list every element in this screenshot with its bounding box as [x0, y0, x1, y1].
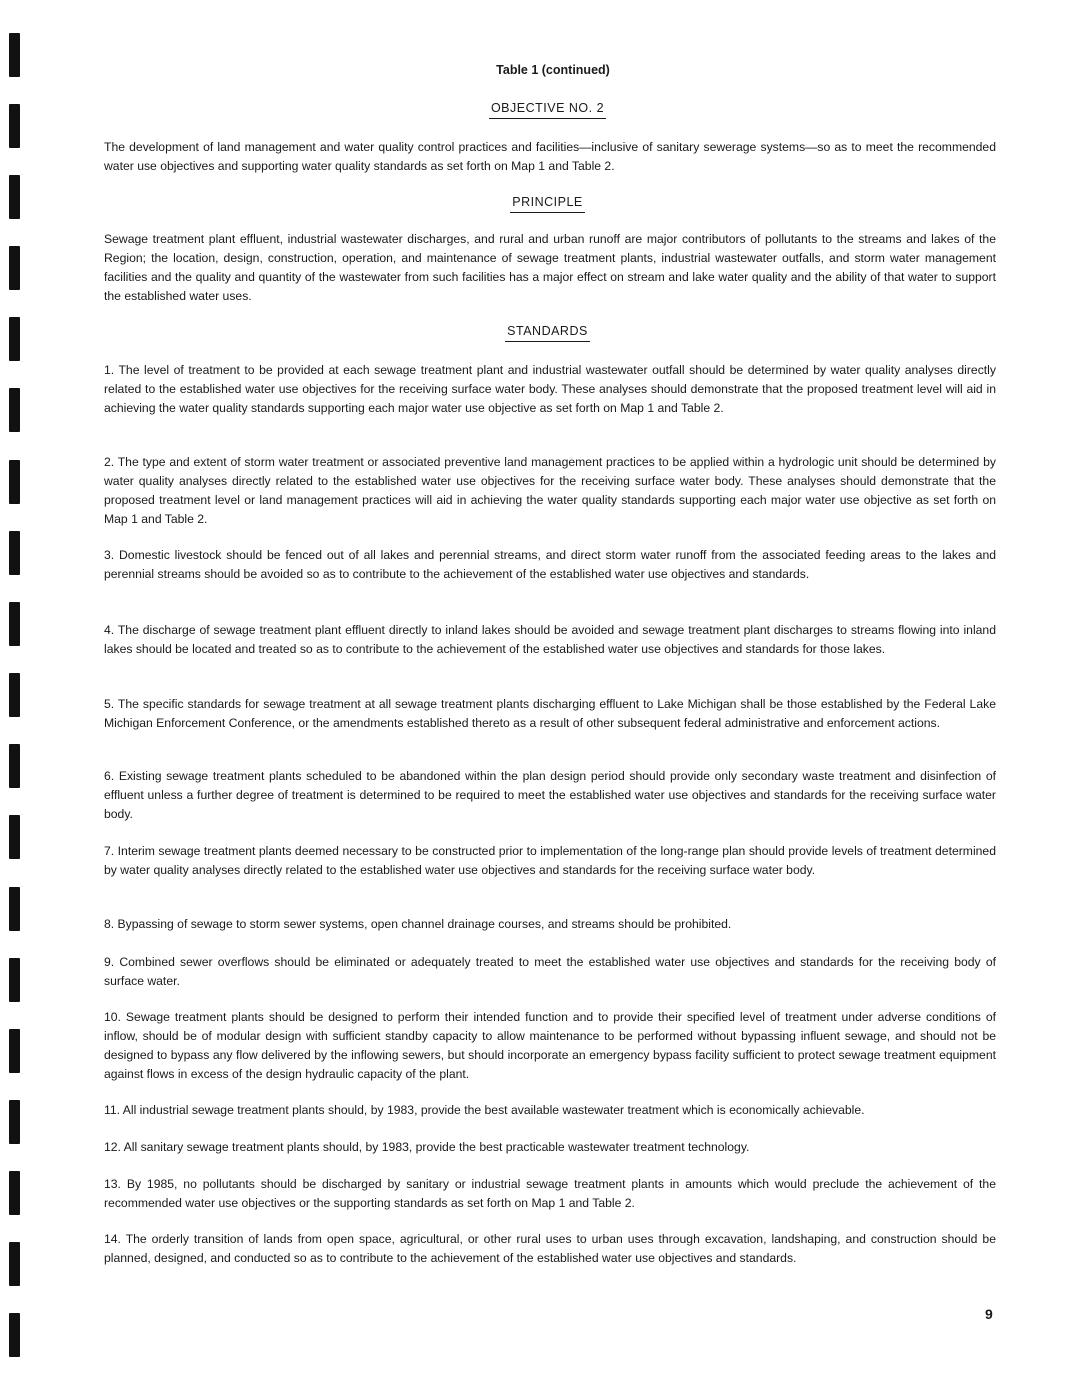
binder-mark: [9, 602, 20, 646]
table-caption: Table 1 (continued): [496, 63, 610, 77]
standard-item-10: 10. Sewage treatment plants should be designed to perform their intended function and to provide their specified level of treatment under adverse conditions of inflow, should be of modular design with sufficient standby capacity to allow maintenance to be performed without bypassing influent sewage, and should not be designed to bypass any flow delivered by the inflowing sewers, but should incorporate an emergency bypass facility sufficient to protect sewage treatment equipment against flows in excess of the design hydraulic capacity of the plant.: [104, 1010, 996, 1081]
standard-item-13: 13. By 1985, no pollutants should be discharged by sanitary or industrial sewage treatment plants in amounts which would preclude the achievement of the recommended water use objectives or the supporting standards as set forth on Map 1 and Table 2.: [104, 1177, 996, 1210]
principle-heading: [0, 195, 1065, 213]
standard-item-8: 8. Bypassing of sewage to storm sewer systems, open channel drainage courses, and streams should be prohibited.: [104, 917, 732, 931]
binder-mark: [9, 673, 20, 717]
standard-item-3: 3. Domestic livestock should be fenced out of all lakes and perennial streams, and direct storm water runoff from the associated feeding areas to the lakes and perennial streams should be avoided so as to contribute to the achievement of the established water use objectives and standards.: [104, 548, 996, 581]
standard-item-11: 11. All industrial sewage treatment plants should, by 1983, provide the best available wastewater treatment which is economically achievable.: [104, 1103, 865, 1117]
objective-heading-text: OBJECTIVE NO. 2: [489, 101, 606, 119]
binder-mark: [9, 460, 20, 504]
binder-mark: [9, 1313, 20, 1357]
binder-mark: [9, 1171, 20, 1215]
standard-item-5: 5. The specific standards for sewage treatment at all sewage treatment plants discharging effluent to Lake Michigan shall be those established by the Federal Lake Michigan Enforcement Conference, or the amendments established thereto as a result of other subsequent federal administrative and enforcement actions.: [104, 697, 996, 730]
binder-mark: [9, 246, 20, 290]
binder-mark: [9, 531, 20, 575]
binder-mark: [9, 1100, 20, 1144]
standard-item-12: 12. All sanitary sewage treatment plants should, by 1983, provide the best practicable wastewater treatment technology.: [104, 1140, 750, 1154]
standard-item-14: 14. The orderly transition of lands from open space, agricultural, or other rural uses to urban uses through excavation, landshaping, and construction should be planned, designed, and conducted so as to contribute to the achievement of the established water use objectives and standards.: [104, 1232, 996, 1265]
standard-item-6: 6. Existing sewage treatment plants scheduled to be abandoned within the plan design period should provide only secondary waste treatment and disinfection of effluent unless a further degree of treatment is determined to be required to meet the established water use objectives and standards for the receiving surface water body.: [104, 769, 996, 821]
standard-item-4: 4. The discharge of sewage treatment plant effluent directly to inland lakes should be avoided and sewage treatment plant discharges to streams flowing into inland lakes should be located and treated so as to contribute to the achievement of the established water use objectives and standards for those lakes.: [104, 623, 996, 656]
objective-text: The development of land management and water quality control practices and facilities—inclusive of sanitary sewerage systems—so as to meet the recommended water use objectives and supporting water quality standards as set forth on Map 1 and Table 2.: [104, 140, 996, 173]
binder-mark: [9, 388, 20, 432]
principle-text: Sewage treatment plant effluent, industrial wastewater discharges, and rural and urban runoff are major contributors of pollutants to the streams and lakes of the Region; the location, design, construction, operation, and maintenance of sewage treatment plants, industrial wastewater outfalls, and storm water management facilities and the quality and quantity of the wastewater from such facilities has a major effect on stream and lake water quality and the ability of that water to support the established water uses.: [104, 232, 996, 303]
binder-mark: [9, 1242, 20, 1286]
objective-heading: [0, 101, 1065, 119]
standards-heading-text: STANDARDS: [505, 324, 590, 342]
standard-item-1: 1. The level of treatment to be provided at each sewage treatment plant and industrial wastewater outfall should be determined by water quality analyses directly related to the established water use objectives for the receiving surface water body. These analyses should demonstrate that the proposed treatment level will aid in achieving the water quality standards supporting each major water use objective as set forth on Map 1 and Table 2.: [104, 363, 996, 415]
binder-mark: [9, 958, 20, 1002]
page-number: 9: [985, 1306, 993, 1322]
binder-mark: [9, 744, 20, 788]
binder-mark: [9, 815, 20, 859]
binder-mark: [9, 1029, 20, 1073]
standard-item-9: 9. Combined sewer overflows should be eliminated or adequately treated to meet the established water use objectives and standards for the receiving body of surface water.: [104, 955, 996, 988]
standards-heading: [0, 324, 1065, 342]
standard-item-7: 7. Interim sewage treatment plants deemed necessary to be constructed prior to implementation of the long-range plan should provide levels of treatment determined by water quality analyses directly related to the established water use objectives and standards for the receiving surface water body.: [104, 844, 996, 877]
standard-item-2: 2. The type and extent of storm water treatment or associated preventive land management practices to be applied within a hydrologic unit should be determined by water quality analyses directly related to the established water use objectives for the receiving surface water body. These analyses should demonstrate that the proposed treatment level or land management practices will aid in achieving the water quality standards supporting each major water use objective as set forth on Map 1 and Table 2.: [104, 455, 996, 526]
binder-mark: [9, 887, 20, 931]
principle-heading-text: PRINCIPLE: [510, 195, 585, 213]
